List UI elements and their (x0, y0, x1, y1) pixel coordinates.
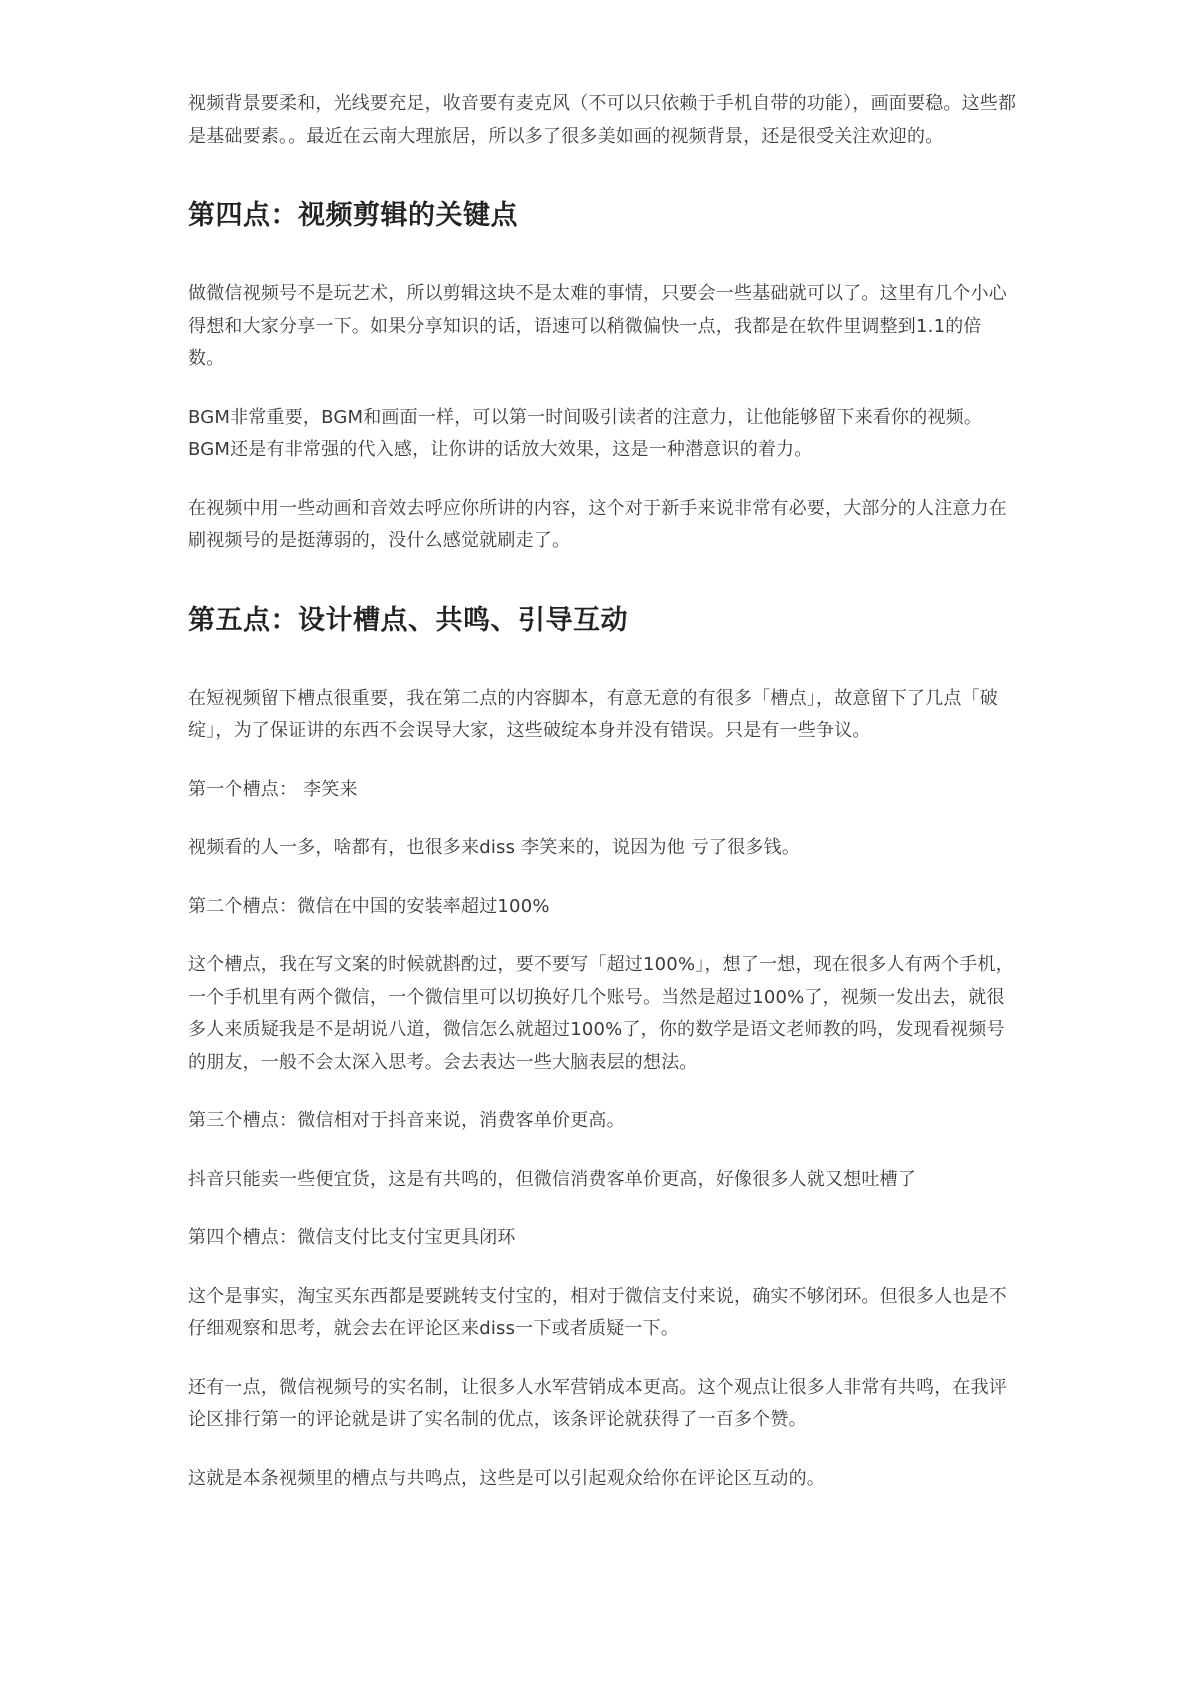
paragraph-editing-tips: 做微信视频号不是玩艺术，所以剪辑这块不是太难的事情，只要会一些基础就可以了。这里有几个小心得想和大家分享一下。如果分享知识的话，语速可以稍微偏快一点，我都是在软件里调整到1.1的倍数。 (188, 283, 1007, 369)
paragraph-summary: 这就是本条视频里的槽点与共鸣点，这些是可以引起观众给你在评论区互动的。 (188, 1467, 825, 1489)
paragraph-complaint-two-body: 这个槽点，我在写文案的时候就斟酌过，要不要写「超过100%」，想了一想，现在很多人有两个手机，一个手机里有两个微信，一个微信里可以切换好几个账号。当然是超过100%了，视频一发出去，就很多人来质疑我是不是胡说八道，微信怎么就超过100%了，你的数学是语文老师教的吗，发现看视频号的朋友，一般不会太深入思考。会去表达一些大脑表层的想法。 (188, 954, 1014, 1073)
paragraph-animation-sound: 在视频中用一些动画和音效去呼应你所讲的内容，这个对于新手来说非常有必要，大部分的人注意力在刷视频号的是挺薄弱的，没什么感觉就刷走了。 (188, 497, 1007, 551)
paragraph-complaint-two-title: 第二个槽点：微信在中国的安装率超过100% (188, 895, 550, 917)
heading-point-five: 第五点：设计槽点、共鸣、引导互动 (188, 604, 628, 636)
paragraph-complaint-points: 在短视频留下槽点很重要，我在第二点的内容脚本，有意无意的有很多「槽点」，故意留下了几点「破绽」，为了保证讲的东西不会误导大家，这些破绽本身并没有错误。只是有一些争议。 (188, 687, 998, 741)
article-body (188, 88, 1018, 1495)
paragraph-complaint-three-body: 抖音只能卖一些便宜货，这是有共鸣的，但微信消费客单价更高，好像很多人就又想吐槽了 (188, 1168, 916, 1190)
paragraph-background-tips: 视频背景要柔和，光线要充足，收音要有麦克风（不可以只依赖于手机自带的功能），画面要稳。这些都是基础要素。。最近在云南大理旅居，所以多了很多美如画的视频背景，还是很受关注欢迎的。 (188, 93, 1017, 147)
paragraph-bgm: BGM非常重要，BGM和画面一样，可以第一时间吸引读者的注意力，让他能够留下来看你的视频。BGM还是有非常强的代入感，让你讲的话放大效果，这是一种潜意识的着力。 (188, 406, 983, 460)
paragraph-complaint-four-body: 这个是事实，淘宝买东西都是要跳转支付宝的，相对于微信支付来说，确实不够闭环。但很多人也是不仔细观察和思考，就会去在评论区来diss一下或者质疑一下。 (188, 1285, 1007, 1339)
heading-point-four: 第四点：视频剪辑的关键点 (188, 200, 518, 231)
paragraph-real-name: 还有一点，微信视频号的实名制，让很多人水军营销成本更高。这个观点让很多人非常有共鸣，在我评论区排行第一的评论就是讲了实名制的优点，该条评论就获得了一百多个赞。 (188, 1376, 1007, 1430)
paragraph-complaint-three-title: 第三个槽点：微信相对于抖音来说，消费客单价更高。 (188, 1110, 625, 1131)
paragraph-complaint-four-title: 第四个槽点：微信支付比支付宝更具闭环 (188, 1227, 516, 1248)
paragraph-complaint-one-title: 第一个槽点： 李笑来 (188, 778, 358, 800)
paragraph-complaint-one-body: 视频看的人一多，啥都有，也很多来diss 李笑来的，说因为他 亏了很多钱。 (188, 837, 801, 858)
